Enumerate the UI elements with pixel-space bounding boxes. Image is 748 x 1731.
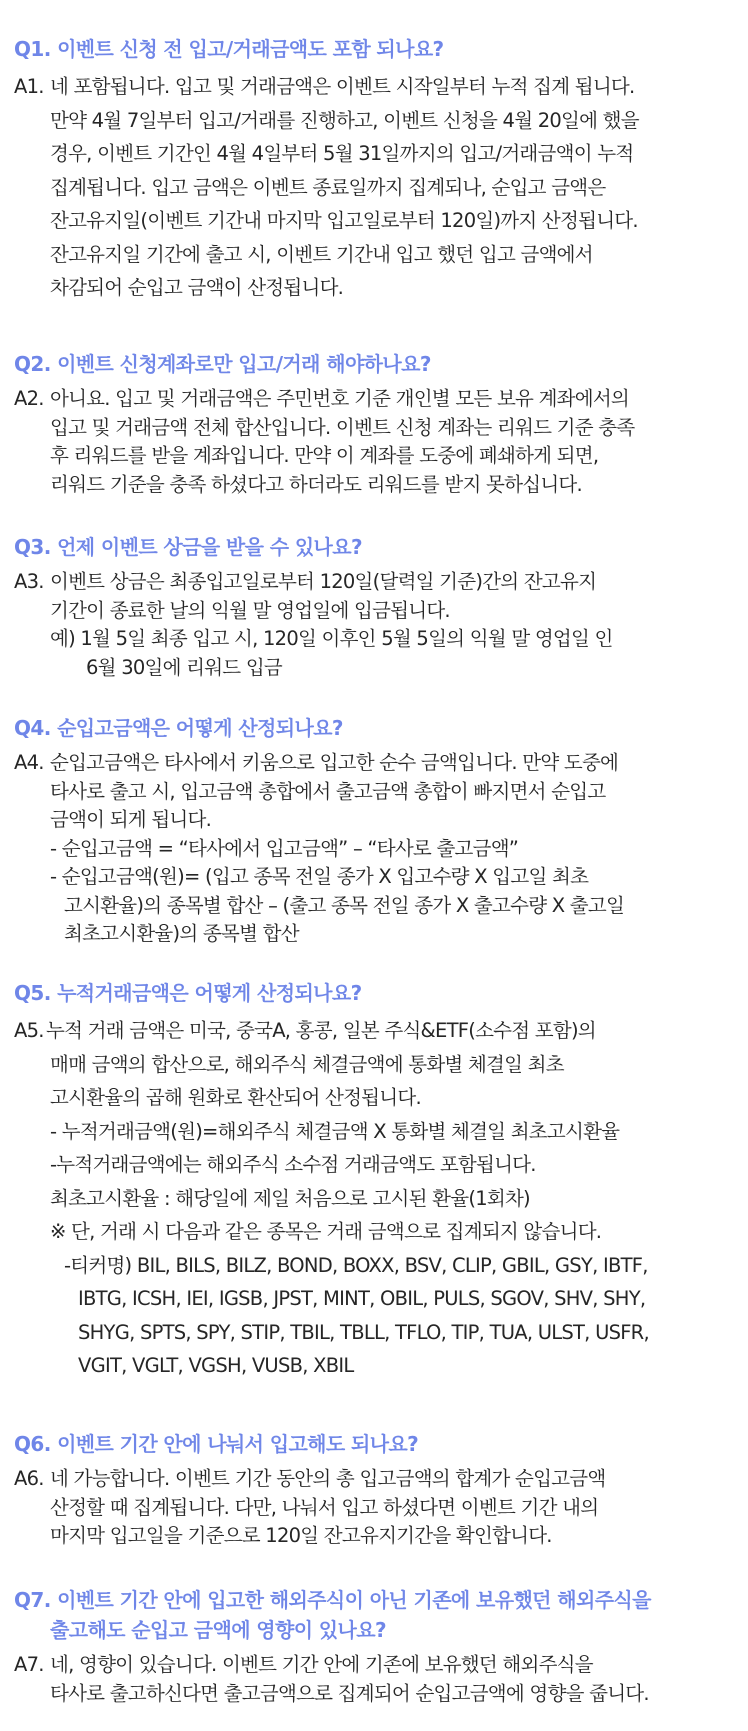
faq-question: Q6. 이벤트 기간 안에 나눠서 입고해도 되나요? [14,1432,419,1456]
answer-line: 집계됩니다. 입고 금액은 이벤트 종료일까지 집계되나, 순입고 금액은 [50,175,606,199]
answer-line: 잔고유지일(이벤트 기간내 마지막 입고일로부터 120일)까지 산정됩니다. [50,209,638,232]
faq-question: Q4. 순입고금액은 어떻게 산정되나요? [14,716,343,740]
answer-line: 최초고시환율)의 종목별 합산 [64,922,299,945]
answer-line: IBTG, ICSH, IEI, IGSB, JPST, MINT, OBIL, PULS, SGOV, SHV, SHY, [78,1287,646,1310]
answer-label: A2. [14,387,44,410]
faq-question-line: Q7. 이벤트 기간 안에 입고한 해외주식이 아닌 기존에 보유했던 해외주식을 [14,1588,651,1612]
answer-line: 6월 30일에 리워드 입금 [86,655,283,679]
faq-answer [14,749,740,949]
faq-answer [14,1651,740,1708]
answer-line: 순입고금액은 타사에서 키움으로 입고한 순수 금액입니다. 만약 도중에 [50,751,619,774]
faq-item-q5 [14,978,740,1383]
faq-item-q1 [14,34,740,305]
faq-answer [14,70,740,305]
answer-label: A1. [14,75,44,98]
faq-question: Q3. 언제 이벤트 상금을 받을 수 있나요? [14,535,362,559]
answer-line: -누적거래금액에는 해외주식 소수점 거래금액도 포함됩니다. [50,1153,536,1176]
answer-line: 네, 영향이 있습니다. 이벤트 기간 안에 기존에 보유했던 해외주식을 [50,1653,593,1676]
faq-answer [14,568,740,682]
faq-question: Q5. 누적거래금액은 어떻게 산정되나요? [14,981,362,1005]
answer-line: 이벤트 상금은 최종입고일로부터 120일(달력일 기준)간의 잔고유지 [50,570,597,593]
answer-line: 리워드 기준을 충족 하셨다고 하더라도 리워드를 받지 못하십니다. [50,472,582,496]
faq-answer [14,385,740,499]
answer-line: 최초고시환율 : 해당일에 제일 처음으로 고시된 환율(1회차) [50,1186,530,1210]
faq-item-q6 [14,1429,740,1551]
answer-line: 후 리워드를 받을 계좌입니다. 만약 이 계좌를 도중에 폐쇄하게 되면, [50,444,599,467]
faq-answer [14,1465,740,1551]
answer-line: 네 포함됩니다. 입고 및 거래금액은 이벤트 시작일부터 누적 집계 됩니다. [50,75,635,98]
answer-line: 고시환율)의 종목별 합산 – (출고 종목 전일 종가 X 출고수량 X 출고일 [64,893,625,917]
faq-item-q4 [14,713,740,949]
faq-question [14,1585,740,1645]
answer-line: VGIT, VGLT, VGSH, VUSB, XBIL [78,1354,354,1377]
answer-label: A6. [14,1467,44,1490]
answer-line: -티커명) BIL, BILS, BILZ, BOND, BOXX, BSV, CLIP, GBIL, GSY, IBTF, [64,1253,648,1277]
answer-line: 입고 및 거래금액 전체 합산입니다. 이벤트 신청 계좌는 리워드 기준 충족 [50,415,635,439]
faq-question: Q1. 이벤트 신청 전 입고/거래금액도 포함 되나요? [14,37,444,61]
answer-line: 만약 4월 7일부터 입고/거래를 진행하고, 이벤트 신청을 4월 20일에 했을 [50,108,639,132]
answer-line: - 누적거래금액(원)=해외주식 체결금액 X 통화별 체결일 최초고시환율 [50,1119,620,1143]
faq-item-q7 [14,1585,740,1708]
answer-line: 매매 금액의 합산으로, 해외주식 체결금액에 통화별 체결일 최초 [50,1052,564,1076]
faq-answer [14,1014,740,1383]
faq-item-q3 [14,532,740,682]
answer-line: ※ 단, 거래 시 다음과 같은 종목은 거래 금액으로 집계되지 않습니다. [50,1220,602,1243]
answer-line: 네 가능합니다. 이벤트 기간 동안의 총 입고금액의 합계가 순입고금액 [50,1467,606,1490]
answer-line: 마지막 입고일을 기준으로 120일 잔고유지기간을 확인합니다. [50,1524,552,1547]
answer-line: 경우, 이벤트 기간인 4월 4일부터 5월 31일까지의 입고/거래금액이 누적 [50,142,634,165]
faq-question-line: 출고해도 순입고 금액에 영향이 있나요? [50,1618,386,1642]
answer-line: 고시환율의 곱해 원화로 환산되어 산정됩니다. [50,1086,421,1109]
answer-line: 차감되어 순입고 금액이 산정됩니다. [50,276,344,299]
answer-label: A4. [14,751,44,774]
faq-question: Q2. 이벤트 신청계좌로만 입고/거래 해야하나요? [14,352,431,376]
answer-line: - 순입고금액(원)= (입고 종목 전일 종가 X 입고수량 X 입고일 최초 [50,865,589,888]
answer-line: 타사로 출고 시, 입고금액 총합에서 출고금액 총합이 빠지면서 순입고 [50,779,606,803]
answer-line: SHYG, SPTS, SPY, STIP, TBIL, TBLL, TFLO, TIP, TUA, ULST, USFR, [78,1320,649,1344]
answer-line: 기간이 종료한 날의 익월 말 영업일에 입금됩니다. [50,598,450,622]
answer-line: 누적 거래 금액은 미국, 중국A, 홍콩, 일본 주식&ETF(소수점 포함)의 [46,1019,596,1042]
answer-line: 타사로 출고하신다면 출고금액으로 집계되어 순입고금액에 영향을 줍니다. [50,1681,649,1705]
answer-label: A5. [14,1019,44,1042]
faq-item-q2 [14,349,740,499]
answer-label: A7. [14,1653,44,1676]
answer-line: 아니요. 입고 및 거래금액은 주민번호 기준 개인별 모든 보유 계좌에서의 [50,387,630,410]
answer-label: A3. [14,570,44,593]
answer-line: 잔고유지일 기간에 출고 시, 이벤트 기간내 입고 했던 입고 금액에서 [50,242,593,266]
answer-line: - 순입고금액 = “타사에서 입고금액” – “타사로 출고금액” [50,836,519,860]
answer-line: 금액이 되게 됩니다. [50,808,212,831]
answer-line: 예) 1월 5일 최종 입고 시, 120일 이후인 5월 5일의 익월 말 영업일 인 [50,627,613,650]
answer-line: 산정할 때 집계됩니다. 다만, 나눠서 입고 하셨다면 이벤트 기간 내의 [50,1495,599,1519]
